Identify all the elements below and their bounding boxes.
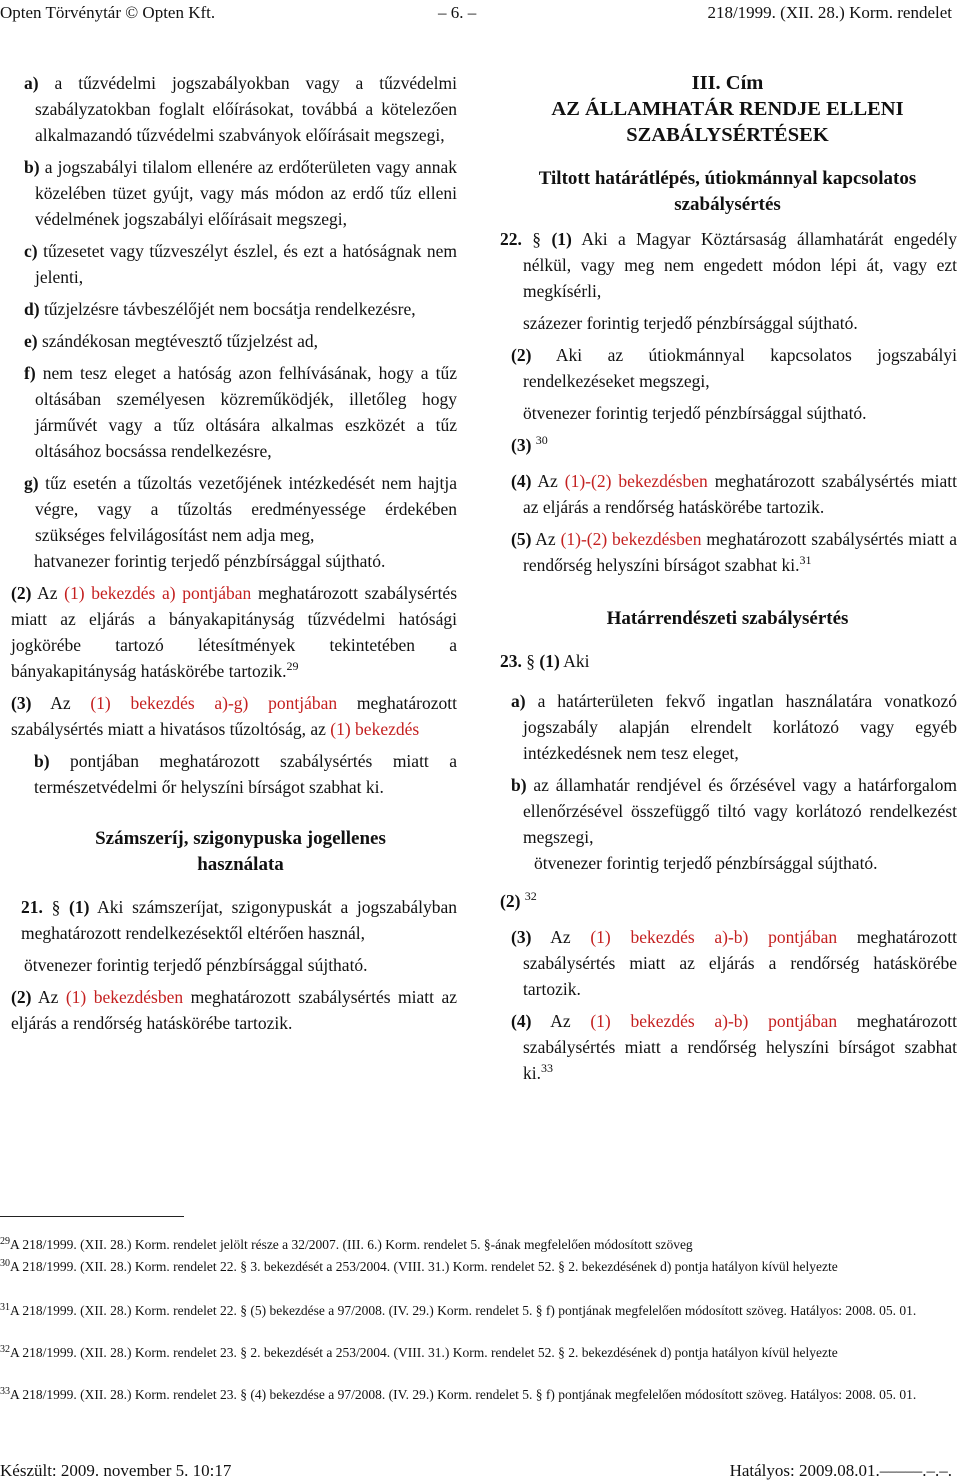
cross-reference-link[interactable]: (1) bekezdés a)-g) pontjában [90,693,338,713]
section-22-paragraph-3: (3) $^{30}$ [511,433,548,455]
section-22-paragraph-5: (5) Az (1)-(2) bekezdésben meghatározott szabálysértés miatt a rendőrség helyszíni bírságot szabhat ki.$^{31}$ [511,529,958,575]
header-page-number: – 6. – [438,3,477,22]
footnote-33: $^{33}$A 218/1999. (XII. 28.) Korm. rendelet 23. § (4) bekezdése a 97/2008. (IV. 29.) Korm. rendelet 5. § f) pontjának megfelelően módosított szöveg. Hatályos: 2008. 05. 01. [0,1386,917,1402]
cross-reference-link[interactable]: (1)-(2) bekezdésben [560,529,702,549]
footnote-29: $^{29}$A 218/1999. (XII. 28.) Korm. rendelet jelölt része a 32/2007. (III. 6.) Korm. rendelet 5. §-ának megfelelően módosított szöveg [0,1236,693,1252]
section-23-item-a: a) a határterületen fekvő ingatlan használatára vonatkozó jogszabály alapján elrendelt korlátozó vagy egyéb intézkedésnek nem tesz eleget, [511,691,957,763]
fine-hundred-thousand: százezer forintig terjedő pénzbírsággal sújtható. [523,313,858,333]
paragraph-20-2: (2) Az (1) bekezdés a) pontjában meghatározott szabálysértés miatt az eljárás a bányakapitányság tűzvédelmi hatósági jogkörébe tartozó létesítmények tekintetében a bányakapitányság hatáskörébe tartozik.$^{29}$ [11,583,458,681]
section-22-paragraph-4: (4) Az (1)-(2) bekezdésben meghatározott szabálysértés miatt az eljárás a rendőrség hatáskörébe tartozik. [511,471,957,517]
left-column [11,70,458,1042]
footnote-ref-29[interactable]: 29 [286,659,299,673]
page-header [0,0,952,26]
footnote-ref-32[interactable]: 32 [524,889,537,903]
fine-fifty-thousand: ötvenezer forintig terjedő pénzbírsággal sújtható. [523,403,867,423]
header-document-title: 218/1999. (XII. 28.) Korm. rendelet [707,3,952,22]
subsection-title-border-crossing: Tiltott határátlépés, útiokmánnyal kapcsolatos szabálysértés [538,168,917,215]
section-22-paragraph-1: 22. § (1) Aki a Magyar Köztársaság államhatárát engedély nélkül, vagy meg nem engedett módon lépi át, vagy ezt megkísérli, [500,229,957,301]
section-23-paragraph-2: (2) $^{32}$ [500,889,537,911]
footnote-ref-33[interactable]: 33 [541,1061,553,1075]
footnote-ref-31[interactable]: 31 [799,553,812,567]
fine-sixty-thousand: hatvanezer forintig terjedő pénzbírsággal sújtható. [34,551,386,571]
list-item-a: a) a tűzvédelmi jogszabályokban vagy a tűzvédelmi szabályzatokban foglalt előírásokat, továbbá a kötelezően alkalmazandó tűzvédelmi szabványok előírásait megszegi, [24,73,458,145]
footnote-32: $^{32}$A 218/1999. (XII. 28.) Korm. rendelet 23. § 2. bekezdését a 253/2004. (VIII. 31.) Korm. rendelet 52. § 2. bekezdésének d) pontja hatályon kívül helyezte [0,1344,838,1360]
footer-effective-date: Hatályos: 2009.08.01.–––––.–.–. [729,1461,952,1480]
section-title-crossbow: Számszeríj, szigonypuska jogellenes használata [95,828,386,875]
footer-created-date: Készült: 2009. november 5. 10:17 [0,1461,232,1480]
footnote-divider [0,1216,184,1217]
fine-fifty-thousand: ötvenezer forintig terjedő pénzbírsággal sújtható. [24,955,368,975]
list-item-e: e) szándékosan megtévesztő tűzjelzést ad, [24,331,318,351]
section-22-paragraph-2: (2) Aki az útiokmánnyal kapcsolatos jogszabályi rendelkezéseket megszegi, [511,345,957,391]
right-column [500,70,957,1092]
section-23-paragraph-3: (3) Az (1) bekezdés a)-b) pontjában meghatározott szabálysértés miatt az eljárás a rendőrség hatáskörébe tartozik. [511,927,958,999]
section-23-item-b: b) az államhatár rendjével és őrzésével vagy a határforgalom ellenőrzésével összefüggő tiltó vagy korlátozó rendelkezést megszegi, [511,775,957,847]
cross-reference-link[interactable]: (1)-(2) bekezdésben [564,471,708,491]
list-item-f: f) nem tesz eleget a hatóság azon felhívásának, hogy a tűz oltásában személyesen közreműködjék, illetőleg hogy járművét vagy a tűz oltására alkalmas eszközét a tűz oltásához bocsássa rendelkezésre, [24,363,458,461]
paragraph-20-3: (3) Az (1) bekezdés a)-g) pontjában meghatározott szabálysértés miatt a hivatásos tűzoltóság, az (1) bekezdés [11,693,458,739]
list-item-d: d) tűzjelzésre távbeszélőjét nem bocsátja rendelkezésre, [24,299,416,319]
subsection-title-border-police: Határrendészeti szabálysértés [606,608,849,629]
section-21-paragraph-2: (2) Az (1) bekezdésben meghatározott szabálysértés miatt az eljárás a rendőrség hatáskörébe tartozik. [11,987,458,1033]
footnote-31: $^{31}$A 218/1999. (XII. 28.) Korm. rendelet 22. § (5) bekezdése a 97/2008. (IV. 29.) Korm. rendelet 5. § f) pontjának megfelelően módosított szöveg. Hatályos: 2008. 05. 01. [0,1302,917,1318]
cross-reference-link[interactable]: (1) bekezdésben [65,987,184,1007]
header-publisher: Opten Törvénytár © Opten Kft. [0,3,216,22]
page-footer [0,1458,952,1484]
section-23-paragraph-4: (4) Az (1) bekezdés a)-b) pontjában meghatározott szabálysértés miatt a rendőrség helyszíni bírságot szabhat ki.$^{33}$ [511,1011,958,1083]
chapter-title: III. Cím AZ ÁLLAMHATÁR RENDJE ELLENI SZABÁLYSÉRTÉSEK [551,72,904,146]
list-item-b2: b) pontjában meghatározott szabálysértés miatt a természetvédelmi őr helyszíni bírságot szabhat ki. [34,751,458,797]
list-item-c: c) tűzesetet vagy tűzveszélyt észlel, és ezt a hatóságnak nem jelenti, [24,241,457,287]
section-21-paragraph-1: 21. § (1) Aki számszeríjat, szigonypuskát a jogszabályban meghatározott rendelkezésektől eltérően használ, [21,897,457,943]
list-item-g: g) tűz esetén a tűzoltás vezetőjének intézkedését nem hajtja végre, vagy a tűzoltás eredményessége érdekében szükséges felvilágosítást nem adja meg, [24,473,457,545]
cross-reference-link[interactable]: (1) bekezdés a) pontjában [64,583,252,603]
cross-reference-link[interactable]: (1) bekezdés [330,719,420,739]
cross-reference-link[interactable]: (1) bekezdés a)-b) pontjában [590,1011,838,1031]
footnote-ref-30[interactable]: 30 [535,433,548,447]
cross-reference-link[interactable]: (1) bekezdés a)-b) pontjában [590,927,838,947]
list-item-b: b) a jogszabályi tilalom ellenére az erdőterületen vagy annak közelében tüzet gyújt, vagy más módon az erdő tűz elleni védelmének jogszabályi előírásait megszegi, [24,157,457,229]
section-23-paragraph-1: 23. § (1) Aki [500,651,590,671]
fine-fifty-thousand-2: ötvenezer forintig terjedő pénzbírsággal sújtható. [534,853,878,873]
footnote-30: $^{30}$A 218/1999. (XII. 28.) Korm. rendelet 22. § 3. bekezdését a 253/2004. (VIII. 31.) Korm. rendelet 52. § 2. bekezdésének d) pontja hatályon kívül helyezte [0,1258,838,1274]
